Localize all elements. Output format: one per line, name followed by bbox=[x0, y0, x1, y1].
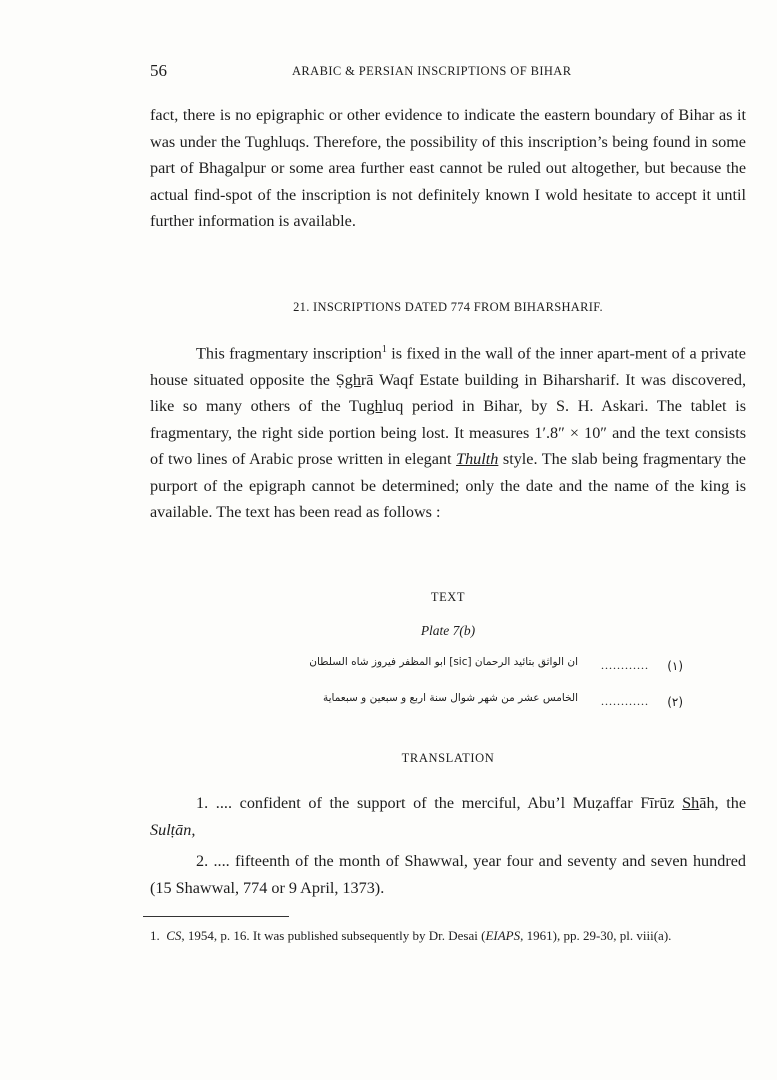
script-style-part: Thul bbox=[456, 450, 486, 469]
footnote bbox=[150, 926, 746, 946]
translation-number: 1. bbox=[196, 794, 209, 812]
arabic-text: الخامس عشر من شهر شوال سنة اربع و سبعين و سبعماية bbox=[322, 692, 578, 704]
lacuna-dots: ............ bbox=[601, 694, 649, 708]
line-number: (۱) bbox=[667, 659, 683, 673]
lacuna-dots: ............ bbox=[601, 658, 649, 672]
arabic-text: ان الواثق بتائيد الرحمان [sic] ابو المظفر فيروز شاه السلطان bbox=[309, 656, 578, 668]
arabic-line-1 bbox=[215, 656, 683, 680]
underlined-digraph: gh bbox=[366, 397, 383, 416]
plate-label: Plate 7(b) bbox=[420, 623, 476, 638]
translation-number: 2. bbox=[196, 852, 209, 870]
script-style-name bbox=[456, 450, 498, 468]
arabic-line-2 bbox=[215, 692, 683, 716]
translation-text: fifteenth of the month of Shawwal, year four and seventy and seven hundred (15 Shawwal, 774 or 9 April, 1373). bbox=[150, 852, 747, 897]
source-abbrev: CS bbox=[166, 928, 182, 943]
lacuna-dots: .... bbox=[213, 852, 230, 870]
translation-line-2 bbox=[150, 848, 746, 901]
translation-text: confident of the support of the merciful, Abu’l Muẓaffar Fīrūz bbox=[239, 794, 683, 812]
footnote-reference: 1 bbox=[381, 344, 387, 355]
paragraph-1: fact, there is no epigraphic or other evidence to indicate the eastern boundary of Bihar as it was under the Tughluqs. Therefore, the possibility of this inscription’s being found in some part of Bhagalpur or some area further east cannot be ruled out altogether, but because the actual find-spot of the inscription is not definitely known I wold hesitate to accept it until further information is available. bbox=[150, 106, 746, 230]
footnote-text: , 1961), pp. 29-30, pl. viii(a). bbox=[520, 928, 672, 943]
lacuna-dots: .... bbox=[215, 794, 232, 812]
line-number: (۲) bbox=[667, 695, 683, 709]
paragraph-2-text: Ṣ bbox=[335, 370, 345, 389]
text-heading: TEXT bbox=[430, 590, 466, 604]
page-header bbox=[150, 58, 746, 86]
paragraph-2 bbox=[150, 337, 746, 526]
paragraph-2-text: luq period in Bihar, by S. H. Askari. The tablet is fragmentary, the right side portion being lost. It measures 1′.8″ × 10″ and the text consists of two lines of Arabic prose written in elegant bbox=[150, 397, 746, 469]
footnote-rule bbox=[143, 916, 289, 917]
footnote-text: , 1954, p. 16. It was published subsequently by Dr. Desai ( bbox=[181, 928, 486, 943]
paragraph-2-text: is fixed in the wall of the inner apart-ment of a private house situated opposite the bbox=[150, 344, 746, 389]
paragraph-2-text: style. The slab being fragmentary the purport of the epigraph cannot be determined; only the date and the name of the king is available. The text has been read as follows : bbox=[150, 450, 746, 522]
translation-line-1 bbox=[150, 790, 746, 843]
footnote-number: 1. bbox=[150, 928, 160, 943]
title-sultan: Sulṭān, bbox=[150, 820, 196, 839]
underlined-digraph: Sh bbox=[682, 794, 700, 812]
underlined-digraph: gh bbox=[344, 370, 361, 389]
page-number: 56 bbox=[150, 61, 167, 80]
source-abbrev: EIAPS bbox=[485, 928, 521, 943]
paragraph-2-text: rā Waqf Estate building in Biharsharif. It was discovered, like so many others of the Tu bbox=[150, 370, 746, 416]
running-title: ARABIC & PERSIAN INSCRIPTIONS OF BIHAR bbox=[292, 64, 572, 78]
section-heading: 21. INSCRIPTIONS DATED 774 FROM BIHARSHARIF. bbox=[293, 300, 603, 314]
translation-heading: TRANSLATION bbox=[401, 751, 495, 765]
script-style-part: th bbox=[485, 450, 499, 469]
paragraph-2-text: This fragmentary inscription bbox=[196, 344, 382, 363]
translation-text: āh, the bbox=[699, 794, 747, 812]
